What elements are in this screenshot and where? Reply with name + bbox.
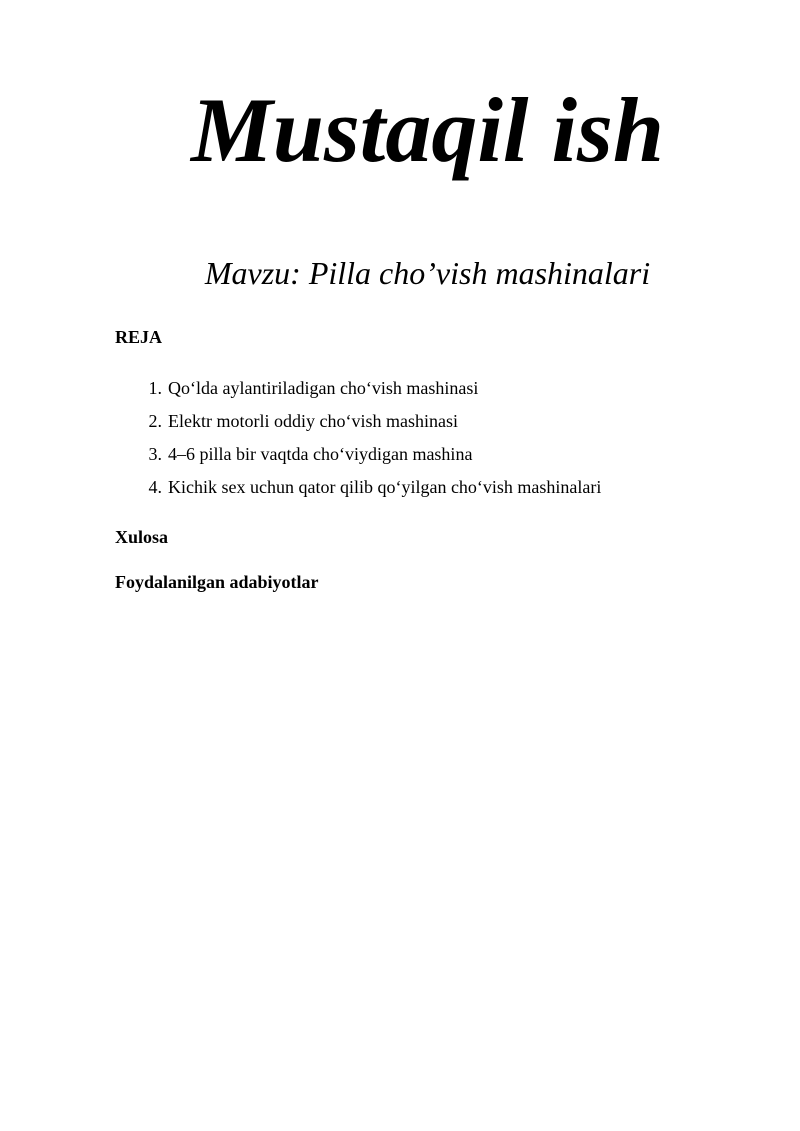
conclusion-heading: Xulosa <box>115 527 169 547</box>
list-item-text: Qo‘lda aylantiriladigan cho‘vish mashinasi <box>168 378 479 398</box>
list-item-number: 1. <box>148 378 162 398</box>
list-item-text: Elektr motorli oddiy cho‘vish mashinasi <box>168 411 458 431</box>
list-item <box>115 443 601 465</box>
list-item <box>115 410 601 432</box>
document-title: Mustaqil ish <box>191 79 664 181</box>
plan-list <box>115 377 601 509</box>
plan-heading: REJA <box>115 327 163 347</box>
list-item-text: 4–6 pilla bir vaqtda cho‘viydigan mashina <box>168 444 473 464</box>
list-item <box>115 377 601 399</box>
list-item <box>115 476 601 498</box>
list-item-number: 3. <box>148 444 162 464</box>
references-heading: Foydalanilgan adabiyotlar <box>115 572 319 592</box>
document-subtitle: Mavzu: Pilla cho’vish mashinalari <box>204 255 651 291</box>
list-item-number: 2. <box>148 411 162 431</box>
list-item-number: 4. <box>148 477 162 497</box>
list-item-text: Kichik sex uchun qator qilib qo‘yilgan cho‘vish mashinalari <box>168 477 602 497</box>
